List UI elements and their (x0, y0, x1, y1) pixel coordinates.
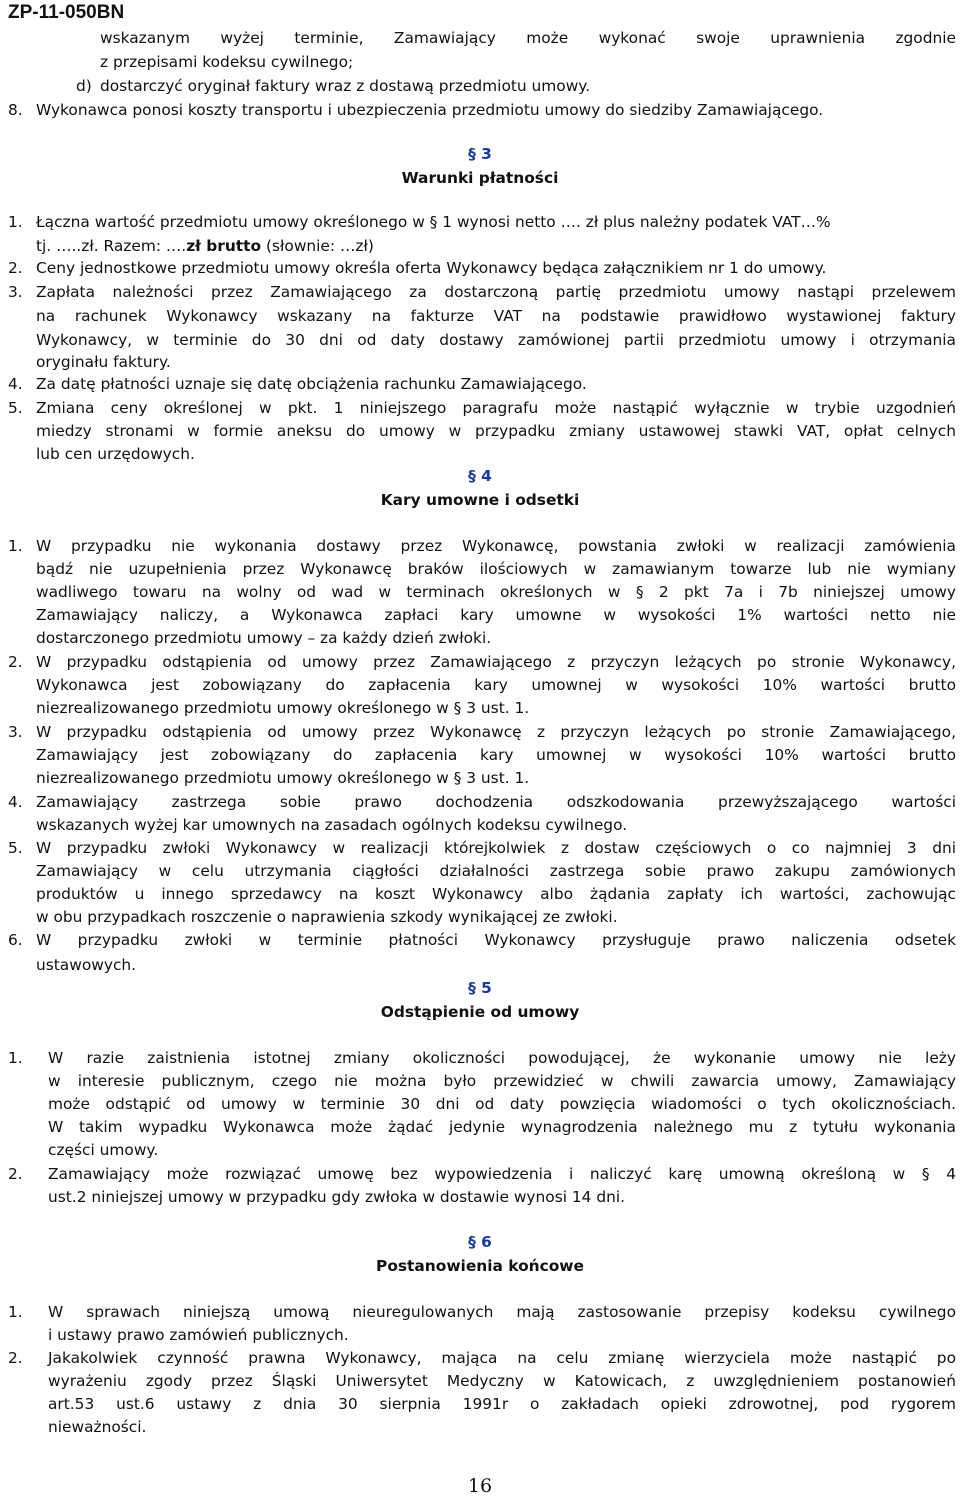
item-text: W przypadku zwłoki Wykonawcy w realizacji którejkolwiek z dostaw częściowych o co najmniej 3 dni (36, 839, 956, 857)
item-text: W przypadku odstąpienia od umowy przez Wykonawcę z przyczyn leżących po stronie Zamawiającego, (36, 723, 956, 741)
item-text: art.53 ust.6 ustawy z dnia 30 sierpnia 1991r o zakładach opieki zdrowotnej, pod rygorem (48, 1395, 956, 1413)
item-number: 4. (8, 793, 23, 811)
item-text: niezrealizowanego przedmiotu umowy określonego w § 3 ust. 1. (36, 769, 530, 787)
item-text: Zamawiający jest zobowiązany do zapłacenia kary umownej w wysokości 10% wartości brutto (36, 746, 956, 764)
item-text: niezrealizowanego przedmiotu umowy określonego w § 3 ust. 1. (36, 699, 530, 717)
item-text: wskazanych wyżej kar umownych na zasadach ogólnych kodeksu cywilnego. (36, 816, 628, 834)
intro-line: z przepisami kodeksu cywilnego; (100, 53, 354, 71)
item-text: dostarczyć oryginał faktury wraz z dostawą przedmiotu umowy. (100, 77, 591, 95)
item-text: nieważności. (48, 1418, 147, 1436)
item-text: produktów u innego sprzedawcy na koszt Wykonawcy albo żądania zapłaty ich wartości, zachowując (36, 885, 956, 903)
item-text: W przypadku nie wykonania dostawy przez Wykonawcę, powstania zwłoki w realizacji zamówienia (36, 537, 956, 555)
section-title: Postanowienia końcowe (376, 1257, 584, 1275)
item-text: części umowy. (48, 1141, 159, 1159)
item-text: ustawowych. (36, 956, 137, 974)
item-number: 3. (8, 723, 23, 741)
item-text: Zamawiający zastrzega sobie prawo dochodzenia odszkodowania przewyższającego wartości (36, 793, 956, 811)
item-text: Zapłata należności przez Zamawiającego za dostarczoną partię przedmiotu umowy nastąpi przelewem (36, 283, 956, 301)
item-text: na rachunek Wykonawcy wskazany na fakturze VAT na podstawie prawidłowo wystawionej faktury (36, 307, 956, 325)
section-symbol: § 3 (468, 145, 492, 163)
item-number: 2. (8, 1165, 23, 1183)
item-text: Jakakolwiek czynność prawna Wykonawcy, mająca na celu zmianę wierzyciela może nastąpić po (48, 1349, 956, 1367)
item-number: 1. (8, 1303, 23, 1321)
item-text: Wykonawca ponosi koszty transportu i ubezpieczenia przedmiotu umowy do siedziby Zamawiającego. (36, 101, 824, 119)
section-symbol: § 6 (468, 1233, 492, 1251)
item-text: W sprawach niniejszą umową nieuregulowanych mają zastosowanie przepisy kodeksu cywilnego (48, 1303, 956, 1321)
item-text: wadliwego towaru na wolny od wad w terminach określonych w § 2 pkt 7a i 7b niniejszej umowy (36, 583, 956, 601)
section-title: Odstąpienie od umowy (380, 1003, 580, 1021)
item-number: d) (76, 77, 92, 95)
section-symbol: § 5 (468, 979, 492, 997)
amount-text: tj. …..zł. Razem: …. (36, 237, 187, 255)
item-text: miedzy stronami w formie aneksu do umowy w przypadku zmiany ustawowej stawki VAT, opłat celnych (36, 422, 956, 440)
intro-line: wskazanym wyżej terminie, Zamawiający może wykonać swoje uprawnienia zgodnie (100, 29, 956, 47)
item-text (36, 236, 374, 256)
item-text: Łączna wartość przedmiotu umowy określonego w § 1 wynosi netto …. zł plus należny podatek VAT…% (36, 213, 831, 231)
item-text: Zamawiający naliczy, a Wykonawca zapłaci kary umowne w wysokości 1% wartości netto nie (36, 606, 956, 624)
item-text: Wykonawca jest zobowiązany do zapłacenia kary umownej w wysokości 10% wartości brutto (36, 676, 956, 694)
item-number: 8. (8, 101, 23, 119)
item-text: W przypadku zwłoki w terminie płatności Wykonawcy przysługuje prawo naliczenia odsetek (36, 931, 956, 949)
item-number: 2. (8, 259, 23, 277)
item-text: Ceny jednostkowe przedmiotu umowy określa oferta Wykonawcy będąca załącznikiem nr 1 do umowy. (36, 259, 827, 277)
section-symbol: § 4 (468, 467, 492, 485)
item-number: 4. (8, 375, 23, 393)
item-number: 1. (8, 213, 23, 231)
item-number: 3. (8, 283, 23, 301)
amount-bold: zł brutto (186, 237, 262, 255)
item-number: 2. (8, 1349, 23, 1367)
item-text: Wykonawcy, w terminie do 30 dni od daty dostawy zamówionej partii przedmiotu umowy i otrzymania (36, 331, 956, 349)
item-text: Za datę płatności uznaje się datę obciążenia rachunku Zamawiającego. (36, 375, 587, 393)
item-text: W przypadku odstąpienia od umowy przez Zamawiającego z przyczyn leżących po stronie Wykonawcy, (36, 653, 956, 671)
item-text: dostarczonego przedmiotu umowy – za każdy dzień zwłoki. (36, 629, 492, 647)
item-text: lub cen urzędowych. (36, 445, 195, 463)
item-text: w obu przypadkach roszczenie o naprawienia szkody wynikającej ze zwłoki. (36, 908, 618, 926)
item-text: może odstąpić od umowy w terminie 30 dni od daty powzięcia wiadomości o tych okolicznościach. (48, 1095, 956, 1113)
item-number: 6. (8, 931, 23, 949)
item-text: wyrażeniu zgody przez Śląski Uniwersytet Medyczny w Katowicach, z uwzględnieniem postanowień (48, 1372, 956, 1390)
section-title: Warunki płatności (401, 169, 559, 187)
item-text: W takim wypadku Wykonawca może żądać jedynie wynagrodzenia należnego mu z tytułu wykonania (48, 1118, 956, 1136)
item-number: 5. (8, 399, 23, 417)
item-text: Zmiana ceny określonej w pkt. 1 niniejszego paragrafu może nastąpić wyłącznie w trybie uzgodnień (36, 399, 956, 417)
item-text: ust.2 niniejszej umowy w przypadku gdy zwłoka w dostawie wynosi 14 dni. (48, 1188, 626, 1206)
item-text: bądź nie uzupełnienia przez Wykonawcę braków ilościowych w zamawianym towarze lub nie wymiany (36, 560, 956, 578)
item-number: 1. (8, 1049, 23, 1067)
item-number: 5. (8, 839, 23, 857)
item-number: 2. (8, 653, 23, 671)
item-text: oryginału faktury. (36, 353, 171, 371)
item-number: 1. (8, 537, 23, 555)
item-text: i ustawy prawo zamówień publicznych. (48, 1326, 349, 1344)
section-title: Kary umowne i odsetki (380, 491, 580, 509)
amount-words: (słownie: …zł) (266, 237, 374, 255)
item-text: Zamawiający w celu utrzymania ciągłości działalności zastrzega sobie prawo zakupu zamówionych (36, 862, 956, 880)
document-id: ZP-11-050BN (8, 2, 125, 23)
item-text: w interesie publicznym, czego nie można było przewidzieć w chwili zawarcia umowy, Zamawiający (48, 1072, 956, 1090)
page-number: 16 (467, 1475, 493, 1497)
item-text: W razie zaistnienia istotnej zmiany okoliczności powodującej, że wykonanie umowy nie leży (48, 1049, 956, 1067)
item-text: Zamawiający może rozwiązać umowę bez wypowiedzenia i naliczyć karę umowną określoną w § 4 (48, 1165, 956, 1183)
